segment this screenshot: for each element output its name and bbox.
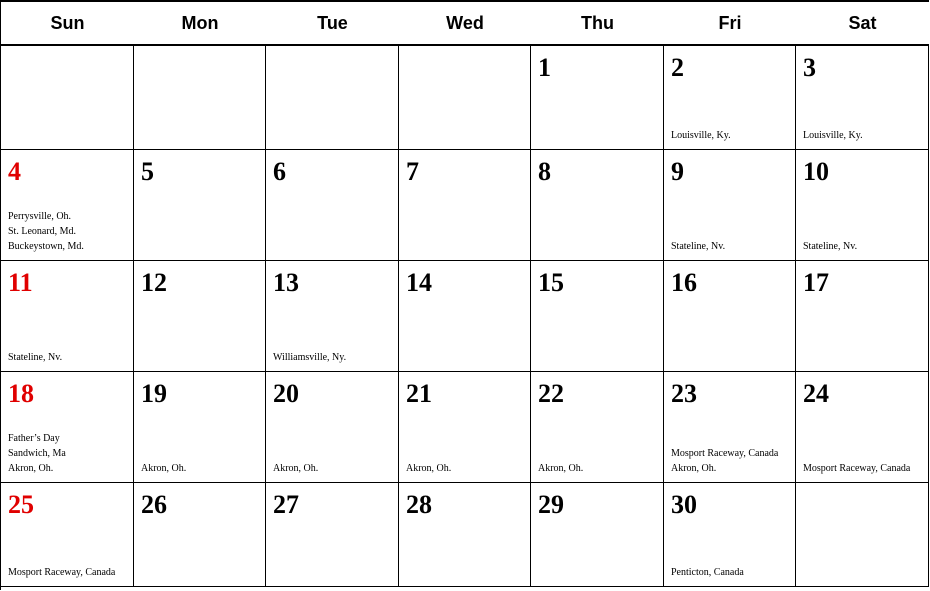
day-cell-4[interactable] <box>1 150 134 261</box>
event-list <box>8 209 131 254</box>
weekday-header-tue: Tue <box>317 12 348 33</box>
day-cell-19[interactable] <box>134 372 266 483</box>
event-item: Stateline, Nv. <box>803 241 858 252</box>
event-item: Akron, Oh. <box>671 463 717 474</box>
day-cell-13[interactable] <box>266 261 399 372</box>
day-cell-29[interactable] <box>531 483 664 587</box>
day-cell-21[interactable] <box>399 372 531 483</box>
day-cell-30[interactable] <box>664 483 796 587</box>
weekday-header-fri: Fri <box>718 12 742 33</box>
day-cell-16[interactable] <box>664 261 796 372</box>
empty-day-cell <box>1 46 134 150</box>
day-cell-17[interactable] <box>796 261 929 372</box>
day-cell-26[interactable] <box>134 483 266 587</box>
day-number: 18 <box>8 379 34 408</box>
day-number: 13 <box>273 268 299 297</box>
day-number: 23 <box>671 379 697 408</box>
event-list <box>273 461 396 476</box>
day-cell-11[interactable] <box>1 261 134 372</box>
event-item: Mosport Raceway, Canada <box>671 448 779 459</box>
day-number: 20 <box>273 379 299 408</box>
day-number: 30 <box>671 490 697 519</box>
event-item: Mosport Raceway, Canada <box>803 463 911 474</box>
event-item: Sandwich, Ma <box>8 448 66 459</box>
day-cell-3[interactable] <box>796 46 929 150</box>
day-cell-12[interactable] <box>134 261 266 372</box>
day-number: 3 <box>803 53 816 82</box>
weekday-header-sat: Sat <box>848 12 877 33</box>
day-number: 28 <box>406 490 432 519</box>
event-item: Akron, Oh. <box>8 463 54 474</box>
day-number: 27 <box>273 490 299 519</box>
day-number: 12 <box>141 268 167 297</box>
day-cell-18[interactable] <box>1 372 134 483</box>
day-cell-1[interactable] <box>531 46 664 150</box>
empty-day-cell <box>134 46 266 150</box>
weekday-header-thu: Thu <box>581 12 614 33</box>
event-list <box>406 461 528 476</box>
day-number: 25 <box>8 490 34 519</box>
event-list <box>273 350 396 365</box>
day-cell-25[interactable] <box>1 483 134 587</box>
weekday-header-wed: Wed <box>446 12 484 33</box>
day-cell-28[interactable] <box>399 483 531 587</box>
event-item: Akron, Oh. <box>538 463 584 474</box>
day-number: 15 <box>538 268 564 297</box>
day-cell-8[interactable] <box>531 150 664 261</box>
day-number: 4 <box>8 157 21 186</box>
event-item: Buckeystown, Md. <box>8 241 84 252</box>
empty-day-cell <box>399 46 531 150</box>
event-list <box>671 565 793 580</box>
day-number: 2 <box>671 53 684 82</box>
weekday-header-row <box>1 2 929 46</box>
day-number: 14 <box>406 268 432 297</box>
day-cell-9[interactable] <box>664 150 796 261</box>
empty-day-cell <box>266 46 399 150</box>
day-cell-6[interactable] <box>266 150 399 261</box>
day-cell-24[interactable] <box>796 372 929 483</box>
event-list <box>8 565 131 580</box>
day-number: 17 <box>803 268 829 297</box>
day-number: 5 <box>141 157 154 186</box>
day-number: 24 <box>803 379 829 408</box>
day-number: 9 <box>671 157 684 186</box>
day-cell-5[interactable] <box>134 150 266 261</box>
day-number: 29 <box>538 490 564 519</box>
event-item: Louisville, Ky. <box>671 130 731 141</box>
weekday-header-sun: Sun <box>50 12 85 33</box>
event-list <box>8 431 131 476</box>
event-list <box>8 350 131 365</box>
day-cell-22[interactable] <box>531 372 664 483</box>
event-list <box>671 446 793 476</box>
event-item: Akron, Oh. <box>273 463 319 474</box>
day-cell-20[interactable] <box>266 372 399 483</box>
day-number: 26 <box>141 490 167 519</box>
event-list <box>803 239 926 254</box>
day-number: 6 <box>273 157 286 186</box>
event-list <box>803 128 926 143</box>
day-number: 22 <box>538 379 564 408</box>
day-cell-7[interactable] <box>399 150 531 261</box>
weekday-header-mon: Mon <box>181 12 219 33</box>
day-cell-23[interactable] <box>664 372 796 483</box>
event-item: Akron, Oh. <box>141 463 187 474</box>
day-number: 1 <box>538 53 551 82</box>
event-list <box>803 461 926 476</box>
event-item: Williamsville, Ny. <box>273 352 347 363</box>
event-item: Father’s Day <box>8 433 60 444</box>
day-cell-27[interactable] <box>266 483 399 587</box>
event-item: Mosport Raceway, Canada <box>8 567 116 578</box>
event-item: Perrysville, Oh. <box>8 211 72 222</box>
event-list <box>671 128 793 143</box>
day-number: 10 <box>803 157 829 186</box>
event-item: Akron, Oh. <box>406 463 452 474</box>
day-cell-2[interactable] <box>664 46 796 150</box>
day-cell-10[interactable] <box>796 150 929 261</box>
event-item: Louisville, Ky. <box>803 130 863 141</box>
day-number: 7 <box>406 157 419 186</box>
day-number: 11 <box>8 268 33 297</box>
event-item: Penticton, Canada <box>671 567 744 578</box>
day-cell-14[interactable] <box>399 261 531 372</box>
calendar-grid <box>1 46 929 587</box>
event-list <box>671 239 793 254</box>
empty-day-cell <box>796 483 929 587</box>
event-list <box>538 461 661 476</box>
event-item: Stateline, Nv. <box>8 352 63 363</box>
event-item: Stateline, Nv. <box>671 241 726 252</box>
event-list <box>141 461 263 476</box>
event-item: St. Leonard, Md. <box>8 226 77 237</box>
day-cell-15[interactable] <box>531 261 664 372</box>
day-number: 8 <box>538 157 551 186</box>
day-number: 16 <box>671 268 697 297</box>
day-number: 21 <box>406 379 432 408</box>
day-number: 19 <box>141 379 167 408</box>
